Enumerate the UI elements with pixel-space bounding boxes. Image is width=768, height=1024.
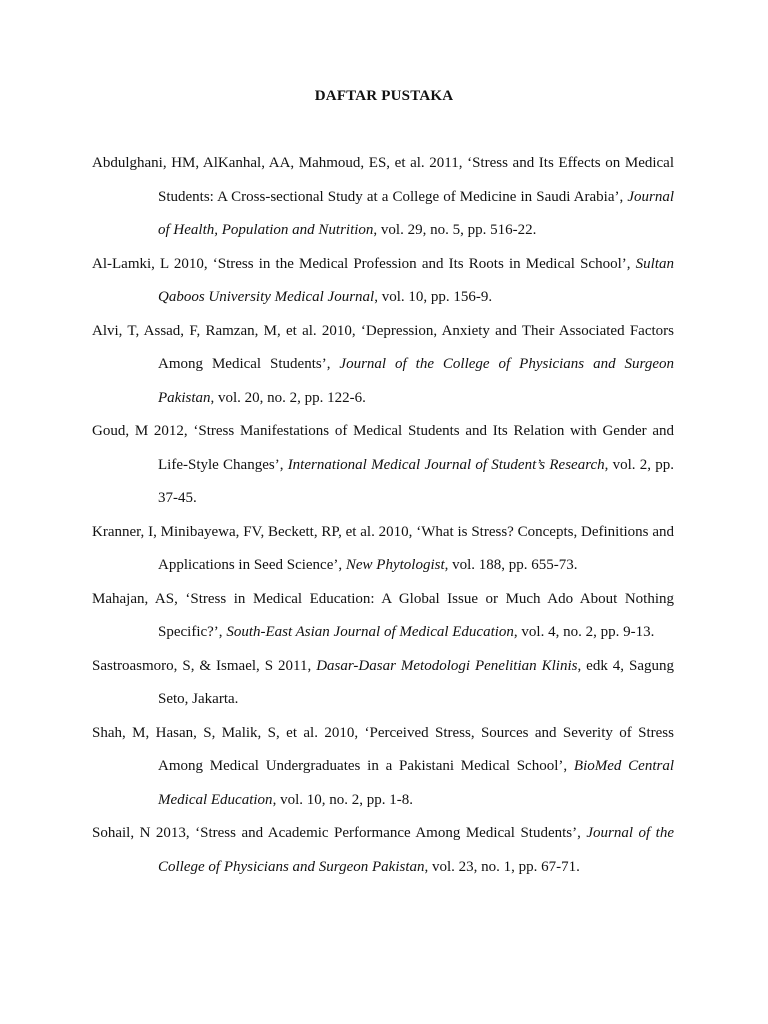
- reference-entry: [92, 415, 674, 516]
- reference-entry: [92, 516, 674, 583]
- reference-text: Sohail, N 2013, ‘Stress and Academic Performance Among Medical Students’,: [92, 825, 587, 841]
- reference-source: New Phytologist: [345, 557, 445, 573]
- reference-details: , vol. 188, pp. 655-73.: [444, 557, 578, 573]
- reference-entry: [92, 717, 674, 818]
- reference-text: Abdulghani, HM, AlKanhal, AA, Mahmoud, ES, et al. 2011, ‘Stress and Its Effects on Medical Students: A Cross-sectional Study at a College of Medicine in Saudi Arabia’,: [92, 155, 674, 205]
- reference-entry: [92, 315, 674, 416]
- reference-source: Journal of the College of Physicians and Surgeon Pakistan: [158, 825, 675, 875]
- reference-details: , vol. 2, pp. 37-45.: [158, 456, 675, 506]
- page-title: DAFTAR PUSTAKA: [314, 88, 454, 104]
- reference-entry: [92, 583, 674, 650]
- reference-text: Sastroasmoro, S, & Ismael, S 2011,: [92, 657, 317, 674]
- reference-text: Kranner, I, Minibayewa, FV, Beckett, RP, et al. 2010, ‘What is Stress? Concepts, Definitions and Applications in Seed Science’,: [92, 523, 674, 573]
- reference-source: BioMed Central Medical Education: [158, 758, 674, 808]
- reference-text: Shah, M, Hasan, S, Malik, S, et al. 2010, ‘Perceived Stress, Sources and Severity of Stress Among Medical Undergraduates in a Pakistani Medical School’,: [92, 724, 674, 774]
- reference-text: Mahajan, AS, ‘Stress in Medical Education: A Global Issue or Much Ado About Nothing Specific?’,: [92, 590, 674, 640]
- reference-source: Sultan Qaboos University Medical Journal: [158, 255, 674, 305]
- reference-text: Alvi, T, Assad, F, Ramzan, M, et al. 2010, ‘Depression, Anxiety and Their Associated Factors Among Medical Students’,: [92, 322, 674, 372]
- reference-details: , vol. 10, pp. 156-9.: [374, 289, 493, 305]
- reference-text: Goud, M 2012, ‘Stress Manifestations of Medical Students and Its Relation with Gender and Life-Style Changes’,: [92, 423, 674, 473]
- reference-details: , vol. 4, no. 2, pp. 9-13.: [513, 624, 655, 640]
- reference-source: Journal of the College of Physicians and Surgeon Pakistan: [158, 356, 674, 406]
- reference-details: , vol. 20, no. 2, pp. 122-6.: [210, 389, 366, 406]
- reference-source: South-East Asian Journal of Medical Education: [226, 624, 514, 640]
- reference-source: International Medical Journal of Student’s Research: [287, 456, 605, 473]
- reference-details: , vol. 10, no. 2, pp. 1-8.: [272, 791, 413, 808]
- reference-source: Journal of Health, Population and Nutrition: [158, 188, 674, 238]
- reference-entry: [92, 147, 674, 248]
- reference-text: Al-Lamki, L 2010, ‘Stress in the Medical Profession and Its Roots in Medical School’,: [92, 255, 636, 272]
- reference-entry: [92, 248, 674, 315]
- reference-entry: [92, 817, 674, 884]
- reference-list: [92, 147, 674, 884]
- reference-details: , edk 4, Sagung Seto, Jakarta.: [158, 657, 674, 707]
- reference-details: , vol. 29, no. 5, pp. 516-22.: [373, 222, 537, 238]
- reference-source: Dasar-Dasar Metodologi Penelitian Klinis: [316, 657, 578, 674]
- reference-entry: [92, 650, 674, 717]
- reference-details: , vol. 23, no. 1, pp. 67-71.: [424, 858, 580, 875]
